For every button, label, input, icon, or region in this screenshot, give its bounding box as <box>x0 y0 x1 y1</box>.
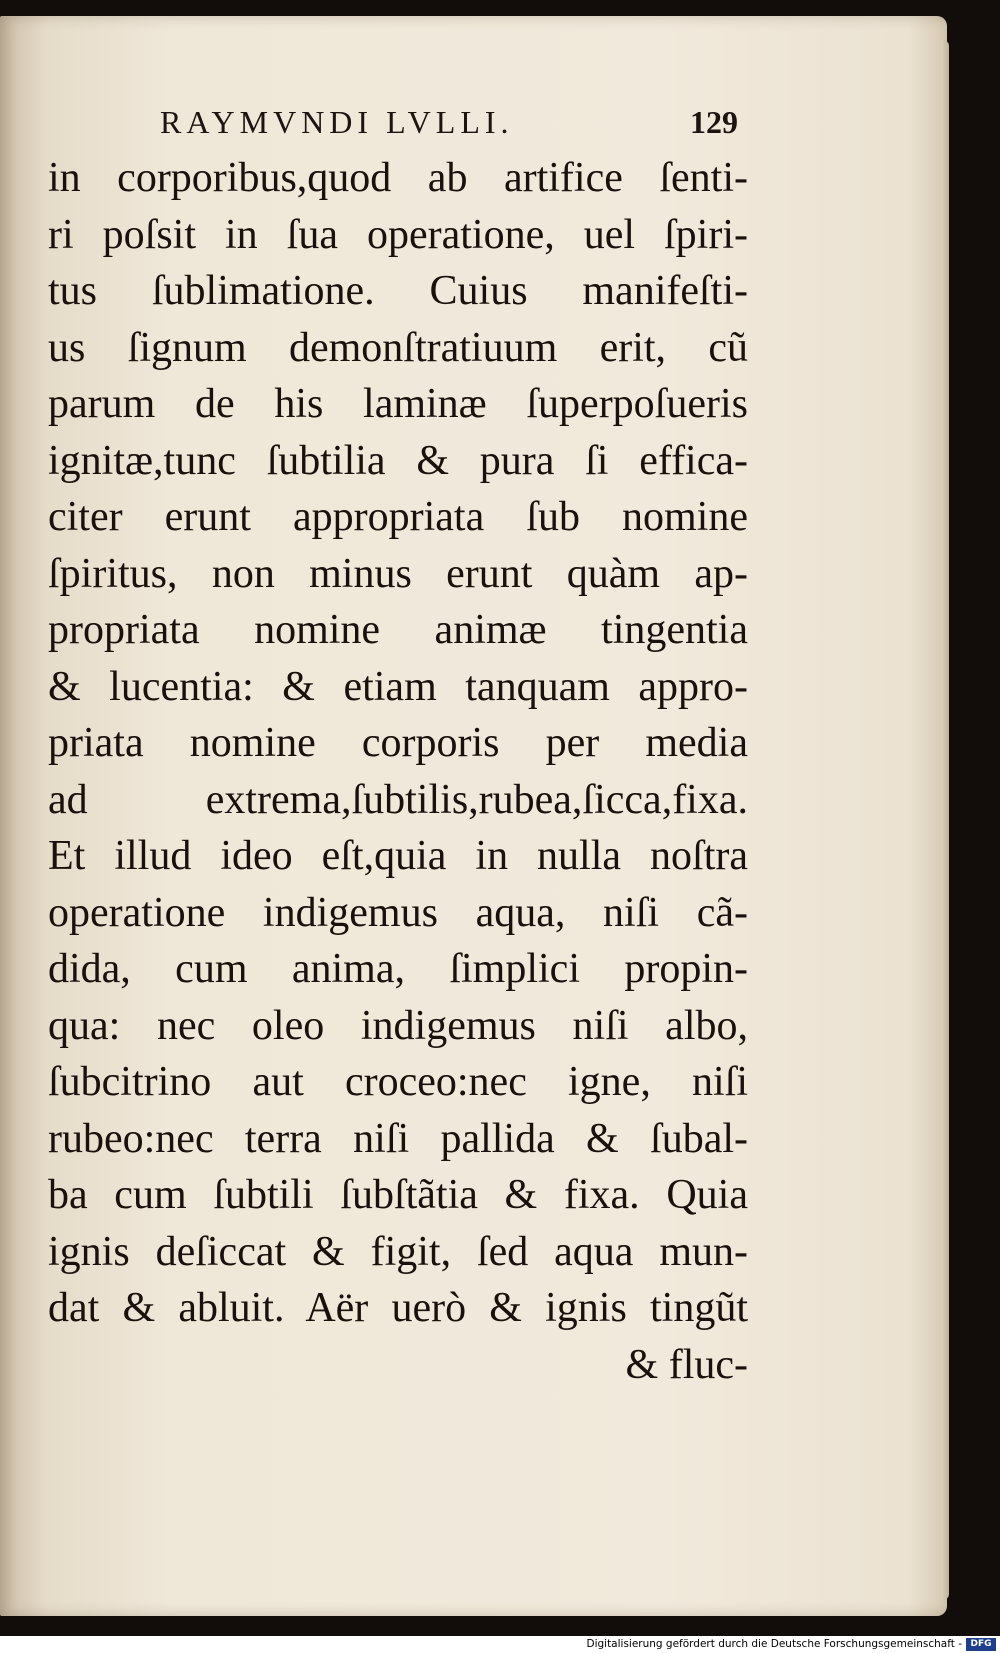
text-line: dat & abluit. Aër uerò & ignis tingũt <box>48 1285 748 1331</box>
dfg-logo: DFG <box>966 1638 996 1651</box>
text-line: qua: nec oleo indigemus niſi albo, <box>48 1002 748 1049</box>
text-line: dida, cum anima, ſimplici propin- <box>48 946 748 992</box>
running-title: RAYMVNDI LVLLI. <box>160 104 514 140</box>
text-line: ignis deſiccat & figit, ſed aqua mun- <box>48 1228 748 1275</box>
funding-credit: Digitalisierung gefördert durch die Deutsche Forschungsgemeinschaft - <box>586 1638 962 1650</box>
text-line: parum de his laminæ ſuperpoſueris <box>48 381 748 427</box>
body-text <box>48 150 748 1393</box>
text-line: tus ſublimatione. Cuius manifeſti- <box>48 268 748 314</box>
text-line: & lucentia: & etiam tanquam appro- <box>48 663 748 710</box>
page-number: 129 <box>690 104 738 140</box>
text-line: ba cum ſubtili ſubſtãtia & fixa. Quia <box>48 1172 748 1218</box>
text-line: ignitæ,tunc ſubtilia & pura ſi effica- <box>48 437 748 484</box>
text-line: priata nomine corporis per media <box>48 720 748 766</box>
page-edge <box>941 40 949 1600</box>
text-line: operatione indigemus aqua, niſi cã- <box>48 889 748 936</box>
text-line: citer erunt appropriata ſub nomine <box>48 494 748 540</box>
text-line: ri poſsit in ſua operatione, uel ſpiri- <box>48 211 748 258</box>
text-line: us ſignum demonſtratiuum erit, cũ <box>48 324 748 371</box>
text-line: ad extrema,ſubtilis,rubea,ſicca,fixa. <box>48 776 748 823</box>
text-line: rubeo:nec terra niſi pallida & ſubal- <box>48 1115 748 1162</box>
text-line: in corporibus,quod ab artifice ſenti- <box>48 155 748 201</box>
text-line: Et illud ideo eſt,quia in nulla noſtra <box>48 833 748 879</box>
catchword: & fluc- <box>625 1341 748 1388</box>
text-line: ſubcitrino aut croceo:nec igne, niſi <box>48 1059 748 1105</box>
text-line: ſpiritus, non minus erunt quàm ap- <box>48 550 748 597</box>
text-line: propriata nomine animæ tingentia <box>48 607 748 653</box>
